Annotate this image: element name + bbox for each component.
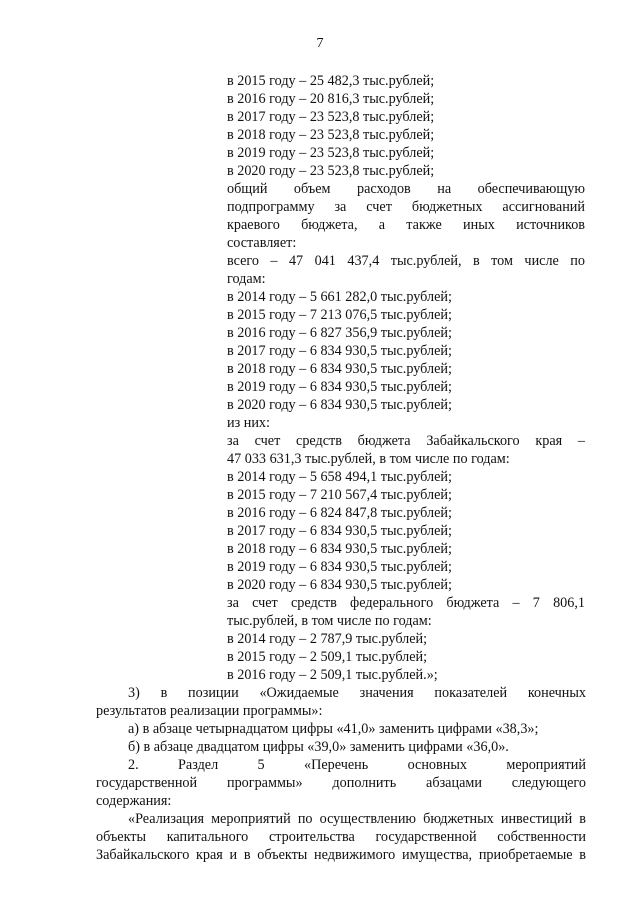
total-amount-line: всего – 47 041 437,4 тыс.рублей, в том числе по — [227, 253, 585, 269]
page-number: 7 — [316, 36, 324, 51]
regional-budget-line: 47 033 631,3 тыс.рублей, в том числе по годам: — [227, 451, 510, 467]
total-year-line: в 2016 году – 6 827 356,9 тыс.рублей; — [227, 325, 452, 341]
federal-budget-line: за счет средств федерального бюджета – 7 806,1 — [227, 595, 585, 611]
federal-budget-line: тыс.рублей, в том числе по годам: — [227, 613, 432, 629]
total-intro-line: общий объем расходов на обеспечивающую — [227, 181, 585, 197]
item-3b-line: б) в абзаце двадцатом цифры «39,0» заменить цифрами «36,0». — [128, 739, 509, 755]
section-2-line: содержания: — [96, 793, 172, 809]
federal-year-line: в 2014 году – 2 787,9 тыс.рублей; — [227, 631, 428, 647]
quote-line: «Реализация мероприятий по осуществлению бюджетных инвестиций в — [128, 811, 586, 827]
regional-year-line: в 2015 году – 7 210 567,4 тыс.рублей; — [227, 487, 452, 503]
funding-line-2020: в 2020 году – 23 523,8 тыс.рублей; — [227, 163, 435, 179]
funding-line-2016: в 2016 году – 20 816,3 тыс.рублей; — [227, 91, 435, 107]
quote-line: Забайкальского края и в объекты недвижимого имущества, приобретаемые в — [96, 847, 586, 863]
section-2-line: 2. Раздел 5 «Перечень основных мероприятий — [128, 757, 586, 773]
total-intro-line: подпрограмму за счет бюджетных ассигнований — [227, 199, 585, 215]
regional-year-line: в 2019 году – 6 834 930,5 тыс.рублей; — [227, 559, 452, 575]
regional-year-line: в 2014 году – 5 658 494,1 тыс.рублей; — [227, 469, 452, 485]
total-year-line: в 2018 году – 6 834 930,5 тыс.рублей; — [227, 361, 452, 377]
total-intro-line: составляет: — [227, 235, 297, 251]
total-year-line: в 2020 году – 6 834 930,5 тыс.рублей; — [227, 397, 452, 413]
regional-year-line: в 2018 году – 6 834 930,5 тыс.рублей; — [227, 541, 452, 557]
total-intro-line: краевого бюджета, а также иных источников — [227, 217, 585, 233]
federal-year-line: в 2015 году – 2 509,1 тыс.рублей; — [227, 649, 428, 665]
total-amount-line: годам: — [227, 271, 266, 287]
item-3-line: 3) в позиции «Ожидаемые значения показателей конечных — [128, 685, 586, 701]
of-them-label: из них: — [227, 415, 270, 431]
regional-year-line: в 2016 году – 6 824 847,8 тыс.рублей; — [227, 505, 452, 521]
item-3-line: результатов реализации программы»: — [96, 703, 323, 719]
total-year-line: в 2019 году – 6 834 930,5 тыс.рублей; — [227, 379, 452, 395]
regional-budget-line: за счет средств бюджета Забайкальского края – — [227, 433, 585, 449]
total-year-line: в 2017 году – 6 834 930,5 тыс.рублей; — [227, 343, 452, 359]
funding-line-2015: в 2015 году – 25 482,3 тыс.рублей; — [227, 73, 435, 89]
regional-year-line: в 2017 году – 6 834 930,5 тыс.рублей; — [227, 523, 452, 539]
quote-line: объекты капитального строительства государственной собственности — [96, 829, 586, 845]
total-year-line: в 2014 году – 5 661 282,0 тыс.рублей; — [227, 289, 452, 305]
regional-year-line: в 2020 году – 6 834 930,5 тыс.рублей; — [227, 577, 452, 593]
funding-line-2017: в 2017 году – 23 523,8 тыс.рублей; — [227, 109, 435, 125]
funding-line-2019: в 2019 году – 23 523,8 тыс.рублей; — [227, 145, 435, 161]
federal-year-line: в 2016 году – 2 509,1 тыс.рублей.»; — [227, 667, 438, 683]
item-3a-line: а) в абзаце четырнадцатом цифры «41,0» заменить цифрами «38,3»; — [128, 721, 539, 737]
total-year-line: в 2015 году – 7 213 076,5 тыс.рублей; — [227, 307, 452, 323]
funding-line-2018: в 2018 году – 23 523,8 тыс.рублей; — [227, 127, 435, 143]
section-2-line: государственной программы» дополнить абзацами следующего — [96, 775, 586, 791]
